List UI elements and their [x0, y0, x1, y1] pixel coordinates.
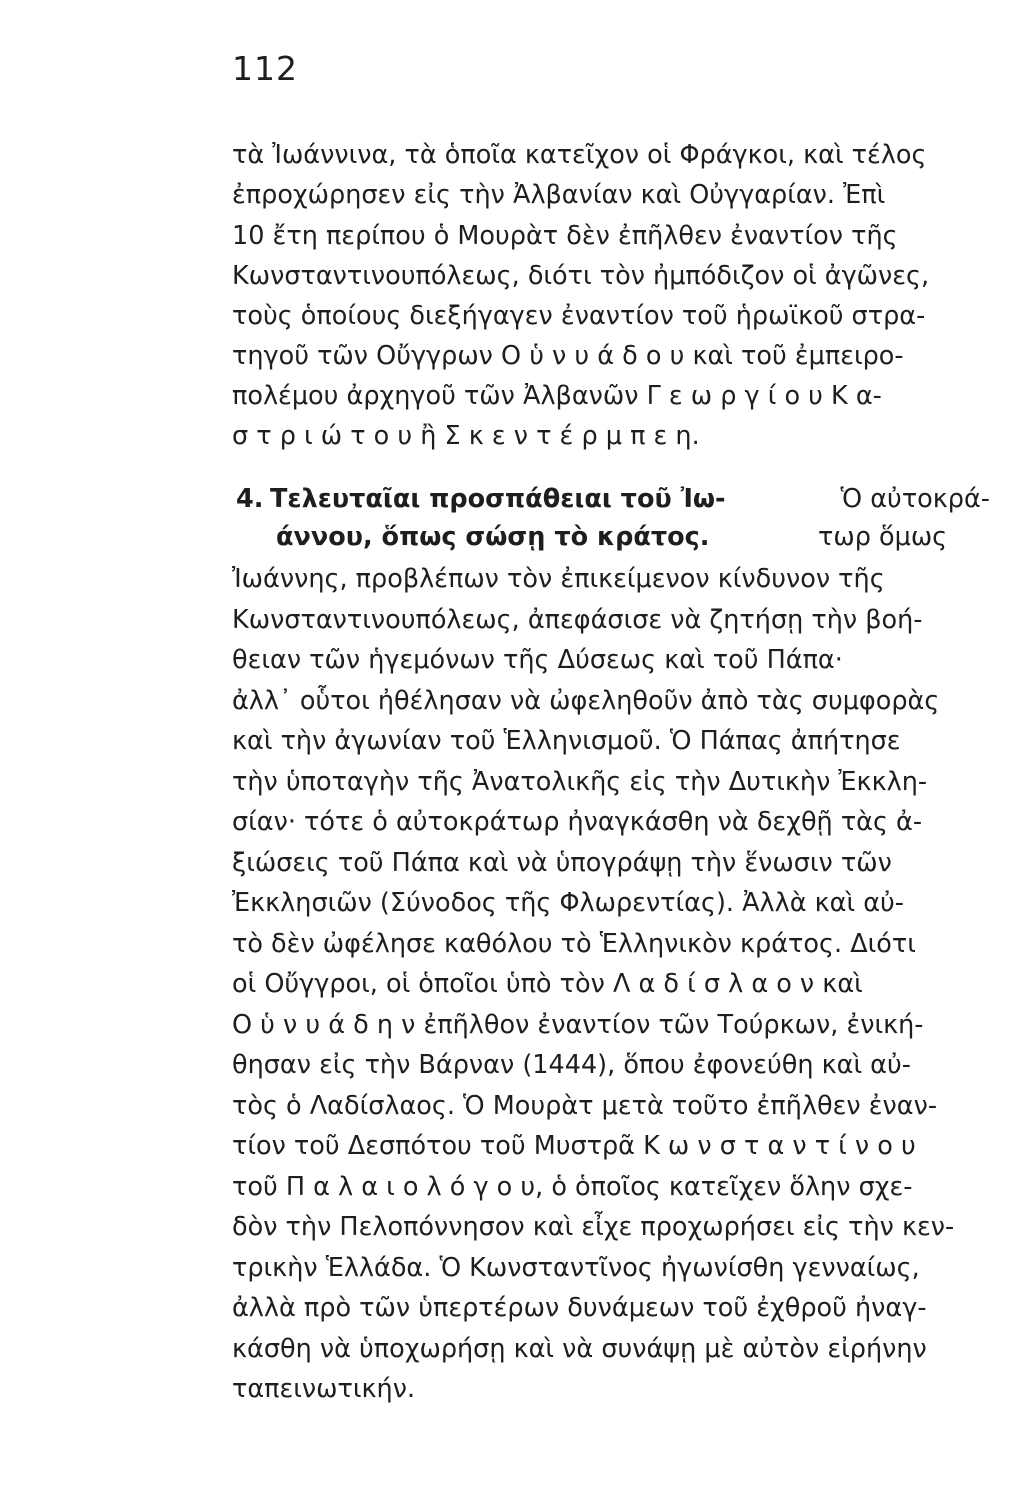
text-line: καὶ τὴν ἀγωνίαν τοῦ Ἑλληνισμοῦ. Ὁ Πάπας ἀπήτησε: [232, 726, 901, 756]
text-line: τὸ δὲν ὠφέλησε καθόλου τὸ Ἑλληνικὸν κράτος. Διότι: [232, 929, 916, 959]
text-line: τὸς ὁ Λαδίσλαος. Ὁ Μουρὰτ μετὰ τοῦτο ἐπῆλθεν ἐναν-: [232, 1091, 938, 1121]
text-line: τηγοῦ τῶν Οὔγγρων Ο ὑ ν υ ά δ ο υ καὶ τοῦ ἐμπειρο-: [232, 341, 904, 371]
text-line: οἱ Οὔγγροι, οἱ ὁποῖοι ὑπὸ τὸν Λ α δ ί σ λ α ο ν καὶ: [232, 969, 863, 999]
text-line: Ο ὑ ν υ ά δ η ν ἐπῆλθον ἐναντίον τῶν Τούρκων, ἐνική-: [232, 1010, 924, 1040]
text-line: δὸν τὴν Πελοπόννησον καὶ εἶχε προχωρήσει εἰς τὴν κεν-: [232, 1212, 955, 1242]
text-line: τρικὴν Ἑλλάδα. Ὁ Κωνσταντῖνος ἠγωνίσθη γενναίως,: [232, 1253, 920, 1283]
page-number: 112: [232, 49, 298, 88]
text-line: σ τ ρ ι ώ τ ο υ ἢ Σ κ ε ν τ έ ρ μ π ε η.: [232, 421, 700, 451]
text-line: Κωνσταντινουπόλεως, ἀπεφάσισε νὰ ζητήσῃ τὴν βοή-: [232, 605, 923, 635]
text-line: 10 ἔτη περίπου ὁ Μουρὰτ δὲν ἐπῆλθεν ἐναντίον τῆς: [232, 221, 898, 251]
text-line: σίαν· τότε ὁ αὐτοκράτωρ ἠναγκάσθη νὰ δεχθῇ τὰς ἀ-: [232, 807, 923, 837]
text-line: Κωνσταντινουπόλεως, διότι τὸν ἠμπόδιζον οἱ ἀγῶνες,: [232, 261, 930, 291]
text-line: ἀλλ᾽ οὗτοι ἠθέλησαν νὰ ὠφεληθοῦν ἀπὸ τὰς συμφορὰς: [232, 686, 940, 716]
text-line: κάσθη νὰ ὑποχωρήσῃ καὶ νὰ συνάψῃ μὲ αὐτὸν εἰρήνην: [232, 1334, 927, 1364]
text-line: θησαν εἰς τὴν Βάρναν (1444), ὅπου ἐφονεύθη καὶ αὐ-: [232, 1050, 911, 1080]
text-line: τίον τοῦ Δεσπότου τοῦ Μυστρᾶ Κ ω ν σ τ α ν τ ί ν ο υ: [232, 1131, 916, 1161]
text-line: τὴν ὑποταγὴν τῆς Ἀνατολικῆς εἰς τὴν Δυτικὴν Ἐκκλη-: [232, 767, 928, 797]
text-line: πολέμου ἀρχηγοῦ τῶν Ἀλβανῶν Γ ε ω ρ γ ί ο υ Κ α-: [232, 381, 882, 411]
section-text-line-1: Ὁ αὐτοκρά-: [840, 484, 990, 514]
section-heading-row-2: [236, 522, 990, 555]
text-line: Ἐκκλησιῶν (Σύνοδος τῆς Φλωρεντίας). Ἀλλὰ καὶ αὐ-: [232, 888, 904, 918]
text-line: ταπεινωτικήν.: [232, 1374, 416, 1404]
text-line: ξιώσεις τοῦ Πάπα καὶ νὰ ὑπογράψῃ τὴν ἕνωσιν τῶν: [232, 848, 892, 878]
text-line: Ἰωάννης, προβλέπων τὸν ἐπικείμενον κίνδυνον τῆς: [232, 564, 885, 594]
text-line: τοὺς ὁποίους διεξήγαγεν ἐναντίον τοῦ ἡρωϊκοῦ στρα-: [232, 301, 926, 331]
section-text-line-2: τωρ ὅμως: [818, 522, 948, 552]
text-line: τοῦ Π α λ α ι ο λ ό γ ο υ, ὁ ὁποῖος κατεῖχεν ὅλην σχε-: [232, 1172, 913, 1202]
text-line: θειαν τῶν ἡγεμόνων τῆς Δύσεως καὶ τοῦ Πάπα·: [232, 645, 843, 675]
section-heading-row-1: [236, 484, 990, 517]
text-line: τὰ Ἰωάννινα, τὰ ὁποῖα κατεῖχον οἱ Φράγκοι, καὶ τέλος: [232, 140, 927, 170]
section-number: 4.: [236, 484, 264, 514]
text-line: ἐπροχώρησεν εἰς τὴν Ἀλβανίαν καὶ Οὐγγαρίαν. Ἐπὶ: [232, 180, 886, 210]
section-title-line-2: άννου, ὅπως σώσῃ τὸ κράτος.: [276, 522, 710, 552]
text-line: ἀλλὰ πρὸ τῶν ὑπερτέρων δυνάμεων τοῦ ἐχθροῦ ἠναγ-: [232, 1293, 927, 1323]
section-title-line-1: Τελευταῖαι προσπάθειαι τοῦ Ἰω-: [270, 484, 726, 514]
